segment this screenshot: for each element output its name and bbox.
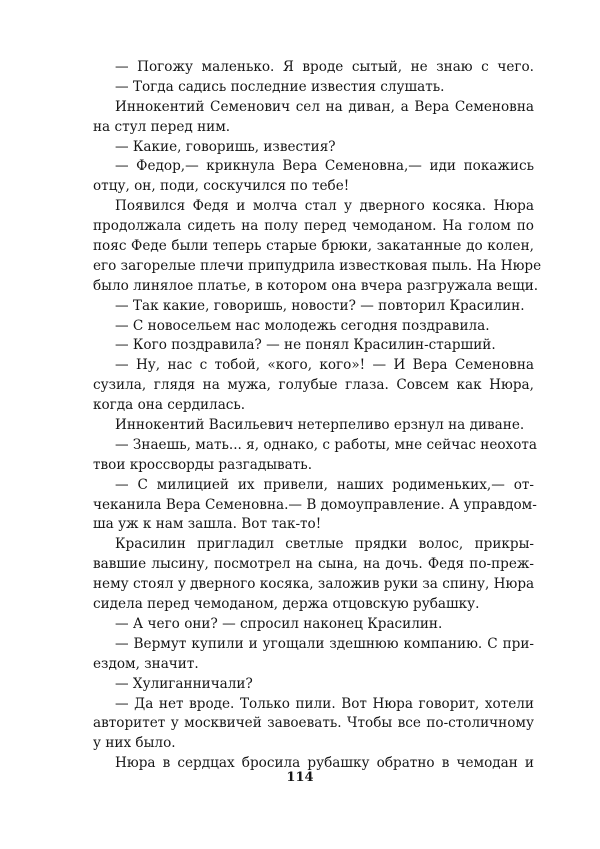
- text-line: продолжала сидеть на полу перед чемоданом. На голом по: [93, 218, 534, 235]
- text-line: на стул перед ним.: [93, 118, 231, 135]
- text-line: его загорелые плечи припудрила известковая пыль. На Нюре: [93, 257, 542, 274]
- text-line: — Федор,— крикнула Вера Семеновна,— иди покажись: [115, 158, 534, 175]
- page-number: 114: [286, 770, 314, 785]
- text-line: сидела перед чемоданом, держа отцовскую рубашку.: [93, 596, 480, 613]
- text-line: Красилин пригладил светлые прядки волос, прикры-: [115, 536, 534, 553]
- text-line: нему стоял у дверного косяка, заложив руки за спину, Нюра: [93, 576, 535, 593]
- text-line: Иннокентий Семенович сел на диван, а Вера Семеновна: [115, 98, 534, 115]
- text-line: чеканила Вера Семеновна.— В домоуправление. А управдом-: [93, 496, 537, 513]
- text-line: сузила, глядя на мужа, голубые глаза. Совсем как Нюра,: [93, 377, 534, 394]
- text-line: — С милицией их привели, наших родименьких,— от-: [115, 476, 534, 493]
- text-line: Нюра в сердцах бросила рубашку обратно в чемодан и: [115, 755, 534, 772]
- text-line: отцу, он, поди, соскучился по тебе!: [93, 178, 350, 195]
- text-line: — Кого поздравила? — не понял Красилин-старший.: [115, 337, 496, 354]
- text-line: — Какие, говоришь, известия?: [115, 138, 336, 155]
- text-line: — Хулиганничали?: [115, 675, 253, 692]
- text-line: у них было.: [93, 735, 176, 752]
- text-line: авторитет у москвичей завоевать. Чтобы все по-столичному: [93, 715, 534, 732]
- text-line: было линялое платье, в котором она вчера разгружала вещи.: [93, 277, 539, 294]
- text-line: — Ну, нас с тобой, «кого, кого»! — И Вера Семеновна: [115, 357, 534, 374]
- text-line: твои кроссворды разгадывать.: [93, 456, 313, 473]
- text-line: ездом, значит.: [93, 655, 199, 672]
- text-line: — А чего они? — спросил наконец Красилин.: [115, 615, 443, 632]
- body-text: [93, 58, 542, 774]
- text-line: — Вермут купили и угощали здешнюю компанию. С при-: [115, 635, 534, 652]
- text-line: пояс Феде были теперь старые брюки, закатанные до колен,: [93, 238, 534, 255]
- text-line: — Да нет вроде. Только пили. Вот Нюра говорит, хотели: [115, 695, 534, 712]
- text-line: вавшие лысину, посмотрел на сына, на дочь. Федя по-преж-: [93, 556, 534, 573]
- text-line: — С новосельем нас молодежь сегодня поздравила.: [115, 317, 490, 334]
- text-line: Иннокентий Васильевич нетерпеливо ерзнул на диване.: [115, 417, 525, 434]
- text-line: Появился Федя и молча стал у дверного косяка. Нюра: [115, 198, 534, 215]
- text-line: когда она сердилась.: [93, 397, 246, 414]
- text-line: — Тогда садись последние известия слушать.: [115, 78, 445, 95]
- text-line: — Так какие, говоришь, новости? — повторил Красилин.: [115, 297, 525, 314]
- text-line: ша уж к нам зашла. Вот так-то!: [93, 516, 322, 533]
- text-line: — Погожу маленько. Я вроде сытый, не знаю с чего.: [115, 59, 534, 75]
- text-line: — Знаешь, мать... я, однако, с работы, мне сейчас неохота: [115, 436, 538, 453]
